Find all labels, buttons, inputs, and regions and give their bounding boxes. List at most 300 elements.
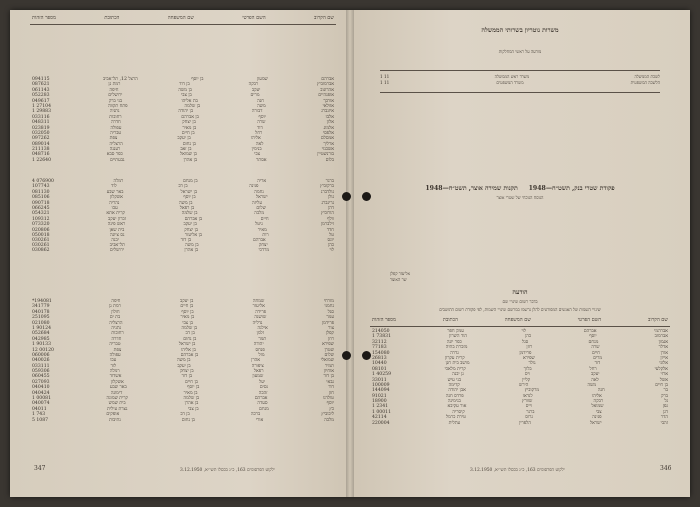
left-table-cell: בן אהרן xyxy=(183,157,198,163)
left-table-cell: פרידה xyxy=(255,309,266,315)
right-table-cell: גפן xyxy=(662,404,668,410)
right-page-heading: משרות נוטריון בשרותי הממשלה xyxy=(481,27,559,34)
left-table-cell: 048311 xyxy=(32,120,50,126)
left-table-cell: בן יעקב xyxy=(179,299,194,304)
left-table-cell: בן אהרן xyxy=(184,401,199,407)
right-table-cell: 1 2341 xyxy=(372,404,389,410)
left-table-cell: רחובות xyxy=(109,114,122,120)
left-table-cell: בן משה xyxy=(178,87,192,93)
right-table-cell: זהבי xyxy=(660,420,668,426)
right-page-footer: ילקוט הפרסומים 163, כ״ג בכסלו תשי״א, 3.12.1950 xyxy=(470,468,565,473)
left-table-cell: פנחס xyxy=(255,347,265,353)
left-table-cell: זלמן xyxy=(256,331,264,337)
left-table-cell: בן נחום xyxy=(182,141,196,147)
right-page xyxy=(350,10,690,497)
left-table-cell: בן אברהם xyxy=(181,114,199,120)
left-table-cell: טבריה xyxy=(109,342,121,348)
left-table-cell: בן יעקב xyxy=(177,363,191,369)
right-page-subheading: מודעה על ראשי המחלקות xyxy=(498,49,542,54)
left-table-cell: 109312 xyxy=(32,216,50,222)
left-table-cell: נס ציונה xyxy=(109,232,125,238)
left-table-cell: צבי xyxy=(254,152,260,158)
left-table-cell: 341779 xyxy=(32,304,50,310)
right-table-cell: קליין xyxy=(522,377,531,383)
left-table-cell: בן יוסף xyxy=(187,385,200,391)
left-table-cell: רוזן xyxy=(328,336,334,342)
left-table-cell: גדליה xyxy=(252,320,263,326)
left-table-cell: 211138 xyxy=(32,147,50,153)
left-table-cell: פתח תקווה xyxy=(107,103,128,109)
right-table-cell: 91021 xyxy=(372,393,387,399)
right-table-cell: 18900 xyxy=(372,399,387,405)
left-table-cell: נתניה xyxy=(109,109,120,115)
left-table-cell: זהבה xyxy=(258,390,268,396)
right-table-cell: רחל xyxy=(589,366,597,372)
left-table-cell: 060006 xyxy=(32,352,50,358)
left-table-cell: בלום xyxy=(325,157,334,163)
left-table-cell: בן צבי xyxy=(181,93,192,99)
left-table-cell: זכרון יעקב xyxy=(108,216,127,222)
left-table-cell: אברהם xyxy=(321,77,334,82)
left-table-cell: חדד xyxy=(326,227,334,233)
left-table-cell: בן חיים xyxy=(180,304,194,310)
left-table-cell: ברגר xyxy=(325,179,334,184)
left-table-cell: בן אליעזר xyxy=(184,232,202,238)
left-table-cell: שלום xyxy=(256,205,266,211)
left-table-cell: 1 29883 xyxy=(32,109,51,115)
left-table-cell: לאה xyxy=(255,141,264,147)
right-table-cell: בנימינה xyxy=(447,399,461,405)
right-table-cell: גל xyxy=(664,399,668,405)
binder-hole-bottom xyxy=(342,351,351,360)
office-cell: משרד ראש הממשלה xyxy=(494,74,530,79)
right-table-cell: מנחם xyxy=(588,339,599,345)
left-table-cell: רחובות xyxy=(111,331,124,337)
left-table-cell: מזרחי xyxy=(323,299,334,304)
right-table-cell: דוד xyxy=(594,361,601,367)
left-table-cell: 061143 xyxy=(32,87,50,93)
left-table-cell: בן יהודה xyxy=(178,109,194,115)
right-small-table xyxy=(380,75,660,87)
right-table-cell: פנינה xyxy=(592,415,602,421)
left-table-cell: בן יצחק xyxy=(179,369,194,375)
left-table-cell: חיפה xyxy=(109,87,119,93)
left-table-cell: בן אברהם xyxy=(180,352,199,358)
left-table-cell: קרית אתא xyxy=(106,211,125,217)
left-table-cell: שושנה xyxy=(254,315,267,321)
right-page-number: 346 xyxy=(660,465,672,472)
left-table-cell: פרידמן xyxy=(322,320,334,326)
right-table-cell: אלקלעי xyxy=(654,366,668,372)
left-header-row xyxy=(32,16,334,21)
right-table-cell: אייזן xyxy=(660,355,668,361)
left-table-row xyxy=(32,159,334,164)
right-table-cell: לאה xyxy=(591,377,599,383)
right-table-cell: יוסף xyxy=(589,334,597,340)
left-table-cell: בן מנחם xyxy=(182,179,198,184)
left-table-cell: רמת גן xyxy=(108,82,121,88)
left-table-cell: בן דב xyxy=(180,412,190,418)
book-spread xyxy=(10,10,690,497)
left-table-cell: שמעון xyxy=(256,77,268,82)
left-table-cell: 040178 xyxy=(32,309,50,315)
left-table-cell: בן חיים xyxy=(184,379,198,385)
left-table-cell: אשכנזי xyxy=(321,147,334,153)
left-table-cell: ירושלים xyxy=(108,93,123,99)
left-table-cell: רבקה xyxy=(248,82,259,88)
left-table-cell: תמיר xyxy=(324,363,334,369)
left-page-number: 347 xyxy=(34,465,46,472)
left-table-cell: בן שלמה xyxy=(183,396,200,402)
left-table-cell: 054321 xyxy=(32,211,50,217)
right-table-cell: פרדס חנה xyxy=(445,393,464,399)
left-table-cell: הרצליה xyxy=(109,141,123,147)
left-table-cell: גולדברג xyxy=(320,189,334,195)
left-table-cell: אילנה xyxy=(257,325,268,331)
left-table-cell: 081130 xyxy=(32,189,50,195)
left-table-cell: מרדכי xyxy=(258,248,270,254)
left-table-cell: אופנהיים xyxy=(318,93,334,99)
left-col-header-surname: שם המשפחה xyxy=(167,15,194,21)
right-table-cell: אבן יהודה xyxy=(448,388,466,394)
right-table-cell: 1 73831 xyxy=(372,334,391,340)
left-table-cell: פנינה xyxy=(249,184,259,190)
right-table-cell: אורן xyxy=(660,350,668,356)
left-table-cell: תל־אביב xyxy=(109,243,125,248)
left-table-cell: בן צבי xyxy=(187,406,199,412)
left-table-cell: בת ים xyxy=(109,315,121,321)
left-table-cell: רמלה xyxy=(113,179,124,184)
left-table-cell: אהרן xyxy=(251,358,260,364)
right-col-header-firstname: השם הפרטי xyxy=(577,317,602,323)
left-table-cell: נחמני xyxy=(324,304,334,310)
left-table-cell: 020806 xyxy=(32,227,50,233)
right-table-cell: הירש xyxy=(518,382,529,388)
left-table-cell: מאיר xyxy=(257,227,267,233)
left-table-cell: שטרן xyxy=(324,347,334,353)
right-table-cell: צבי xyxy=(595,409,602,415)
left-table-cell: גיטל xyxy=(255,222,263,228)
right-header-rule xyxy=(370,326,670,327)
left-table-cell: לוד xyxy=(111,184,117,190)
left-table-cell: אשקלון xyxy=(110,379,124,385)
right-table-cell: גולד xyxy=(528,361,536,367)
right-table-cell: קדימה xyxy=(448,382,460,388)
right-table-cell: בני עיש xyxy=(447,377,462,383)
left-table-cell: בן אהרן xyxy=(184,248,199,254)
left-table-cell: אליהו xyxy=(250,136,261,142)
right-table-cell: הלפרין xyxy=(519,420,531,426)
left-table-cell: 030261 xyxy=(32,243,50,248)
left-table-cell: בורנשטיין xyxy=(317,152,334,158)
right-table-row xyxy=(372,422,668,427)
right-table-cell: 42114 xyxy=(372,415,387,421)
left-table-cell: 049617 xyxy=(32,98,50,104)
right-header-row xyxy=(372,318,668,323)
left-table-cell: עכו xyxy=(111,205,118,211)
left-table-cell: דוד xyxy=(257,125,263,131)
left-table-cell: עליזה xyxy=(252,200,262,206)
left-table-cell: 059306 xyxy=(32,369,50,375)
left-table-cell: ירושלים xyxy=(109,248,125,254)
left-table-cell: ישראל xyxy=(255,195,268,201)
right-table-cell: ברנר xyxy=(526,409,535,415)
right-table-cell: שרה xyxy=(591,345,600,351)
binder-hole-top-right xyxy=(362,192,371,201)
left-table-cell: בן יצחק xyxy=(182,120,196,126)
right-table-cell: אברהמי xyxy=(654,329,668,334)
left-table-cell: 12 00120 xyxy=(32,347,54,353)
left-table-cell: *194081 xyxy=(32,299,52,304)
left-table-row xyxy=(32,249,334,254)
binder-hole-top xyxy=(342,192,351,201)
right-table-cell: סגל xyxy=(522,339,529,345)
left-table-cell: 5 1087 xyxy=(32,417,49,423)
left-table-cell: רפאל xyxy=(253,369,264,375)
right-table-cell: הדר xyxy=(660,415,668,421)
left-table-cell: בן דב xyxy=(185,331,195,337)
left-table-cell: רמת גן xyxy=(108,304,121,310)
left-table-cell: 040410 xyxy=(32,385,50,391)
left-table-cell: זילברמן xyxy=(320,222,334,228)
left-table-cell: בני ברק xyxy=(108,98,123,104)
left-table-cell: בן יוסף xyxy=(191,77,204,82)
right-table-cell: אגמון xyxy=(658,339,668,345)
left-table-cell: בן רפאל xyxy=(179,205,195,211)
office-cell: לשכת הממשלה xyxy=(634,74,660,79)
right-table-cell: עמק חפר xyxy=(447,329,464,334)
left-table-cell: בן שלמה xyxy=(181,211,198,217)
left-table-cell: נתיבות xyxy=(109,417,121,423)
left-table-cell: חזן xyxy=(328,390,334,396)
left-table-cell: עכו xyxy=(110,358,117,364)
right-table-cell: 1 40259 xyxy=(372,372,391,378)
left-col-header-id: מספר הזהות xyxy=(32,15,56,21)
right-table-cell: 144094 xyxy=(372,388,390,394)
office-cell: משרד המשפטים xyxy=(496,80,524,85)
left-table-cell: בת אליהו xyxy=(181,98,198,104)
left-table-cell: בן דוד xyxy=(179,82,190,88)
right-table-cell: יעקב xyxy=(590,372,600,378)
right-table-cell: 32112 xyxy=(372,339,387,345)
right-table-cell: אברמוב xyxy=(654,334,668,340)
left-table-block-4 xyxy=(32,300,334,424)
left-table-cell: גרינברג xyxy=(321,200,334,206)
left-table-cell: אוחיון xyxy=(323,369,334,375)
left-table-cell: 107743 xyxy=(32,184,50,190)
left-table-cell: בן דוד xyxy=(180,238,192,244)
left-table-cell: בן יעקב xyxy=(177,136,191,142)
left-table-cell: חיים xyxy=(260,216,269,222)
right-table-cell: אלוני xyxy=(659,361,668,367)
notice-title xyxy=(370,186,670,192)
left-table-cell: מנחם xyxy=(259,406,269,412)
left-table-cell: בן מאיר xyxy=(182,125,197,131)
left-table-cell: 073320 xyxy=(32,222,50,228)
left-table-cell: שפירא xyxy=(322,342,334,348)
notice-signer: אליעזר קפלן xyxy=(390,271,410,276)
left-table-cell: יבנה xyxy=(111,238,119,244)
left-table-cell: סעדה xyxy=(257,401,268,407)
left-table-cell: בן זאב xyxy=(180,147,192,153)
right-table-cell: קיסריה xyxy=(452,409,465,415)
left-table-cell: בן שמואל xyxy=(180,152,197,158)
right-table-cell: אדלר xyxy=(658,345,668,351)
left-table-cell: סגל xyxy=(327,309,334,315)
left-table-cell: אלפסי xyxy=(322,130,334,136)
left-table-cell: ברכה xyxy=(250,412,261,418)
right-table-block xyxy=(372,330,668,427)
left-table-cell: צפת xyxy=(113,347,122,353)
left-table-cell: 066245 xyxy=(32,205,50,211)
left-table-cell: באר שבע xyxy=(106,189,124,195)
right-table-cell: עתלית xyxy=(448,420,461,426)
office-row xyxy=(380,81,660,87)
right-table-cell: 100009 xyxy=(372,382,390,388)
left-table-cell: 033111 xyxy=(32,363,50,369)
left-table-block-2 xyxy=(32,180,334,245)
left-table-cell: 030261 xyxy=(32,238,50,244)
right-table-cell: כפר יונה xyxy=(446,339,462,345)
notice-title-b: פקודת שטרי בנק, תשט״ח—1948 xyxy=(528,185,615,192)
left-table-cell: יהודה xyxy=(253,342,264,348)
left-table-cell: יעל xyxy=(259,379,266,385)
left-table-cell: אלבז xyxy=(325,114,334,120)
left-table-cell: בן שלמה xyxy=(184,103,201,109)
left-table-cell: חולון xyxy=(111,309,120,315)
left-table-cell: ליבוביץ xyxy=(321,412,334,418)
left-table-cell: נחמה xyxy=(254,189,264,195)
right-table-cell: ברק xyxy=(661,393,668,399)
left-table-cell: אלון xyxy=(326,120,334,126)
right-table-cell: מרים xyxy=(593,355,603,361)
left-table-cell: שמעון xyxy=(252,374,264,380)
left-col-header-relative: שם הקרוב xyxy=(314,15,334,21)
left-table-cell: בן נחום xyxy=(181,417,195,423)
left-table-cell: עפולה xyxy=(109,352,121,358)
left-table-cell: איזנברג xyxy=(321,109,334,115)
left-table-cell: בן אליהו xyxy=(181,347,196,353)
left-table-cell: אברמוביץ xyxy=(317,82,334,88)
right-table-cell: מזכרת בתיה xyxy=(445,345,468,351)
left-table-cell: ראש פינה xyxy=(107,222,126,228)
left-table-cell: בן חיים xyxy=(181,130,195,136)
right-table-cell: דגן xyxy=(663,409,668,415)
right-table-cell: הוד השרון xyxy=(449,334,468,340)
left-table-cell: וולף xyxy=(327,216,334,222)
right-rule-1 xyxy=(380,70,660,71)
left-table-cell: צור xyxy=(328,325,334,331)
left-table-cell: 027093 xyxy=(32,379,50,385)
office-cell: הלשכה המשפטית xyxy=(630,80,660,85)
left-table-cell: 04011 xyxy=(32,406,47,412)
left-table-cell: אשדוד xyxy=(109,374,122,380)
binder-hole-bottom-right xyxy=(362,351,371,360)
left-table-cell: 060455 xyxy=(32,374,50,380)
left-table-cell: שרה xyxy=(257,120,266,126)
registry-intro: שינויי השמות של האנשים המפורטים להלן נרשמו במרשם שינויי השמות, לפי פקודת רשום התושבים xyxy=(439,307,601,312)
left-table-cell: חיפה xyxy=(111,299,121,304)
right-table-cell: חיים xyxy=(591,350,600,356)
left-table-cell: גבאי xyxy=(326,379,334,385)
left-table-cell: בן משה xyxy=(178,200,193,206)
right-table-cell: אברהם xyxy=(583,329,597,334)
right-table-cell: 08101 xyxy=(372,366,387,372)
left-table-cell: 1 27104 xyxy=(32,103,51,109)
left-table-cell: יונס xyxy=(327,238,334,244)
right-table-cell: שוורץ xyxy=(522,399,533,405)
left-table-cell: אלמוג xyxy=(323,125,334,131)
left-table-cell: נסים xyxy=(259,385,268,391)
left-table-cell: 090718 xyxy=(32,200,50,206)
left-table-cell: ציפורה xyxy=(251,363,264,369)
left-table-cell: רעננה xyxy=(109,147,121,153)
left-table-cell: בן משה xyxy=(176,358,191,364)
right-table-cell: שמואל xyxy=(591,404,604,410)
left-table-cell: אסתר xyxy=(256,157,267,163)
right-table-cell: רוזן xyxy=(526,345,533,351)
left-table-cell: שלום xyxy=(324,352,334,358)
right-table-cell: 214050 xyxy=(372,329,390,334)
left-table-cell: מרים xyxy=(250,93,260,99)
left-table-cell: 021080 xyxy=(32,320,50,326)
left-table-row xyxy=(32,419,334,424)
right-table-cell: אשל xyxy=(659,377,668,383)
left-table-cell: בן דוד xyxy=(181,374,193,380)
right-table-cell: בר xyxy=(663,388,668,394)
left-table-cell: לוד xyxy=(110,363,117,369)
left-table-cell: דוד xyxy=(328,385,334,391)
right-table-cell: לוי xyxy=(521,329,527,334)
right-table-cell: גרוס xyxy=(525,415,533,421)
left-table-cell: בן ישראל xyxy=(180,189,198,195)
left-table-cell: עמר xyxy=(326,315,334,321)
left-table-cell: 023819 xyxy=(32,125,50,131)
left-table-cell: בן צבי xyxy=(182,320,193,326)
book-gutter xyxy=(346,10,354,497)
right-rule-2 xyxy=(380,92,660,93)
right-table-cell: ישראל xyxy=(590,420,602,426)
right-table-cell: גן יבנה xyxy=(452,372,464,378)
left-table-cell: 040026 xyxy=(32,358,50,364)
right-table-cell: משה xyxy=(587,382,597,388)
left-table-cell: 094115 xyxy=(32,77,50,82)
left-table-cell: אופקים xyxy=(106,412,120,418)
left-table-cell: קפלן xyxy=(325,331,334,337)
left-table-cell: 1 90124 xyxy=(32,325,51,331)
left-table-cell: גבעתיים xyxy=(110,157,125,163)
left-table-cell: חדרה xyxy=(110,120,121,126)
left-table-cell: 087621 xyxy=(32,82,50,88)
left-table-cell: אברהם xyxy=(252,238,266,244)
office-cell: 1 11 xyxy=(380,74,390,79)
left-table-cell: 052283 xyxy=(32,93,50,99)
right-table-cell: אור עקיבא xyxy=(447,404,467,410)
left-table-cell: 033116 xyxy=(32,114,50,120)
left-table-cell: אורבך xyxy=(323,98,334,104)
left-table-cell: כץ xyxy=(329,406,334,412)
left-table-cell: בן יעקב xyxy=(183,222,197,228)
left-col-header-address: הכתובת xyxy=(104,15,120,21)
left-table-cell: מלכה xyxy=(324,417,334,423)
left-table-cell: בן מאיר xyxy=(180,315,195,321)
left-table-cell: אברהם xyxy=(254,396,268,402)
left-table-cell: צפת xyxy=(109,136,118,142)
notice-subtitle: הנוסח הנוכחי של שטרי אוצר xyxy=(496,195,544,200)
right-table-cell: שפירא xyxy=(522,355,535,361)
left-table-cell: כהן xyxy=(327,243,334,248)
left-table-cell: בן יוסף xyxy=(183,195,196,201)
